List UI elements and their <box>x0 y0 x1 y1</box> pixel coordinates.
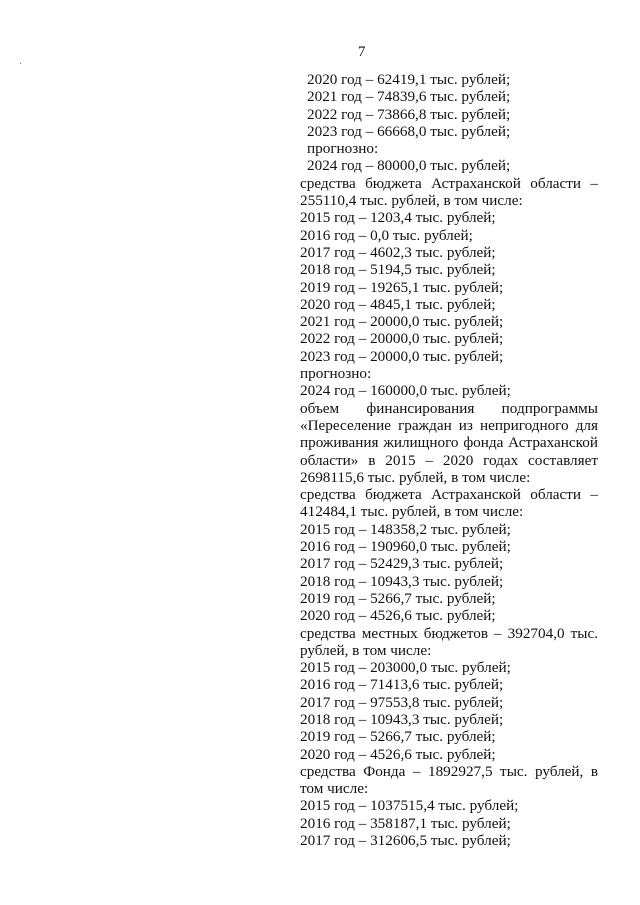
text-line: 255110,4 тыс. рублей, в том числе: <box>300 192 523 210</box>
text-line: средства бюджета Астраханской области – <box>300 174 598 192</box>
text-line: прогнозно: <box>300 365 372 383</box>
page-number: 7 <box>358 44 366 60</box>
text-line: том числе: <box>300 780 369 798</box>
text-line: 2015 год – 203000,0 тыс. рублей; <box>300 659 511 677</box>
text-line: 2019 год – 5266,7 тыс. рублей; <box>300 589 496 607</box>
text-line: 2698115,6 тыс. рублей, в том числе: <box>300 468 531 486</box>
text-line: 2023 год – 20000,0 тыс. рублей; <box>300 347 504 365</box>
text-line: 2024 год – 80000,0 тыс. рублей; <box>307 157 511 175</box>
text-line: 2018 год – 10943,3 тыс. рублей; <box>300 710 504 728</box>
text-line: проживания жилищного фонда Астраханской <box>300 434 598 452</box>
text-line: 2015 год – 1037515,4 тыс. рублей; <box>300 797 519 815</box>
text-line: 2024 год – 160000,0 тыс. рублей; <box>300 382 511 400</box>
text-line: 2021 год – 20000,0 тыс. рублей; <box>300 313 504 331</box>
text-line: 2017 год – 97553,8 тыс. рублей; <box>300 693 504 711</box>
text-line: 2018 год – 10943,3 тыс. рублей; <box>300 572 504 590</box>
text-line: 2022 год – 20000,0 тыс. рублей; <box>300 330 504 348</box>
text-line: объем финансирования подпрограммы <box>300 399 598 417</box>
text-line: прогнозно: <box>307 140 379 158</box>
text-line: 2020 год – 4526,6 тыс. рублей; <box>300 745 496 763</box>
text-line: 2016 год – 358187,1 тыс. рублей; <box>300 814 511 832</box>
text-line: 2017 год – 312606,5 тыс. рублей; <box>300 832 511 850</box>
text-line: средства бюджета Астраханской области – <box>300 486 598 504</box>
text-line: 2021 год – 74839,6 тыс. рублей; <box>307 88 511 106</box>
document-text-column <box>300 71 598 849</box>
text-line: 2016 год – 0,0 тыс. рублей; <box>300 226 473 244</box>
text-line: 412484,1 тыс. рублей, в том числе: <box>300 503 524 521</box>
text-line: 2016 год – 190960,0 тыс. рублей; <box>300 538 511 556</box>
text-line: 2022 год – 73866,8 тыс. рублей; <box>307 105 511 123</box>
text-line: 2020 год – 4845,1 тыс. рублей; <box>300 295 496 313</box>
text-line: 2020 год – 62419,1 тыс. рублей; <box>307 71 511 88</box>
text-line: 2020 год – 4526,6 тыс. рублей; <box>300 607 496 625</box>
text-line: 2018 год – 5194,5 тыс. рублей; <box>300 261 496 279</box>
text-line: 2017 год – 4602,3 тыс. рублей; <box>300 243 496 261</box>
text-line: «Переселение граждан из непригодного для <box>300 416 598 434</box>
text-line: 2017 год – 52429,3 тыс. рублей; <box>300 555 504 573</box>
text-line: области» в 2015 – 2020 годах составляет <box>300 451 598 469</box>
text-line: 2015 год – 1203,4 тыс. рублей; <box>300 209 496 227</box>
text-line: рублей, в том числе: <box>300 641 432 659</box>
text-line: 2023 год – 66668,0 тыс. рублей; <box>307 122 511 140</box>
text-line: 2015 год – 148358,2 тыс. рублей; <box>300 520 511 538</box>
text-line: средства Фонда – 1892927,5 тыс. рублей, в <box>300 762 598 780</box>
text-line: средства местных бюджетов – 392704,0 тыс. <box>300 624 598 642</box>
scan-speck <box>20 63 21 64</box>
text-line: 2016 год – 71413,6 тыс. рублей; <box>300 676 504 694</box>
text-line: 2019 год – 19265,1 тыс. рублей; <box>300 278 504 296</box>
text-line: 2019 год – 5266,7 тыс. рублей; <box>300 728 496 746</box>
